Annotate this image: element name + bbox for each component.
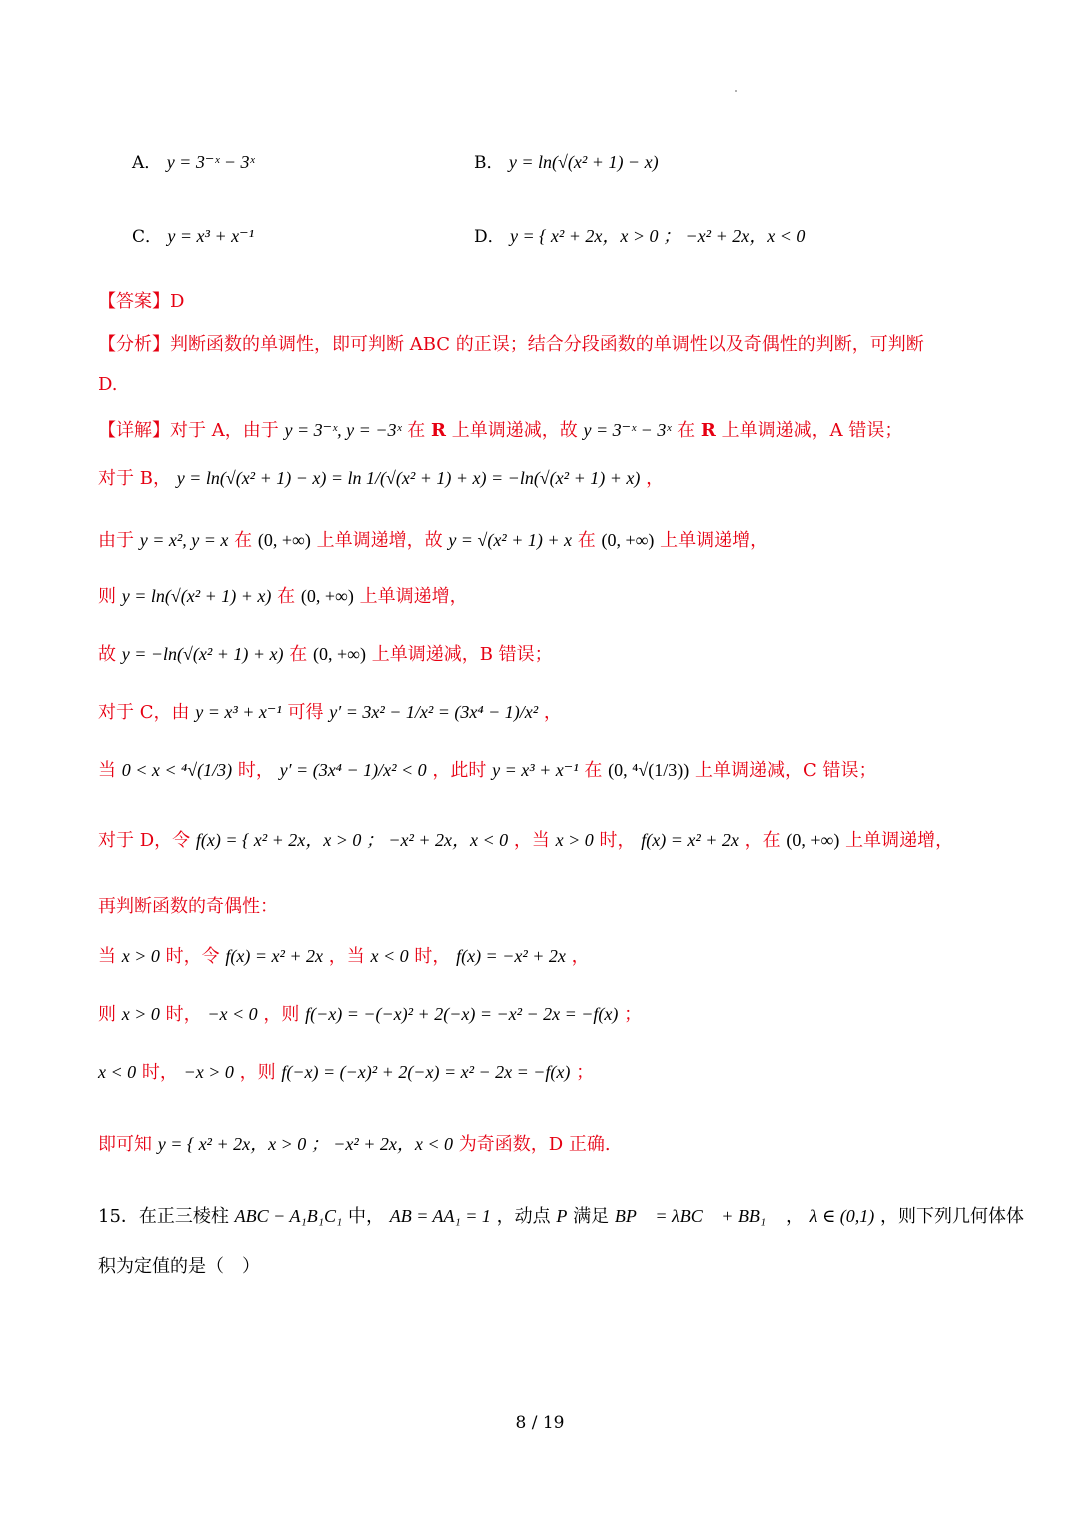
answer-tag: 【答案】 <box>98 291 170 312</box>
scan-dot <box>735 90 737 92</box>
detail-line-1: 【详解】对于 A，由于 y = 3⁻ˣ, y = −3ˣ 在 R 上单调递减，故 y = 3⁻ˣ − 3ˣ 在 R 上单调递减，A 错误； <box>98 420 903 441</box>
detail-tag: 【详解】 <box>98 420 170 441</box>
detail-line-13: 即可知 y = { x² + 2x，x > 0 ； −x² + 2x，x < 0 为奇函数，D 正确. <box>98 1134 611 1155</box>
option-a: A． y = 3⁻ˣ − 3ˣ <box>132 152 255 173</box>
option-d-formula: y = { x² + 2x，x > 0 ； −x² + 2x，x < 0 <box>510 226 806 246</box>
analysis-tag: 【分析】 <box>98 334 170 355</box>
answer-value: D <box>170 291 185 312</box>
page-number: 8 / 19 <box>515 1413 565 1433</box>
detail-line-11: 则 x > 0 时， −x < 0 ，则 f(−x) = −(−x)² + 2(−x) = −x² − 2x = −f(x) ； <box>98 1004 643 1025</box>
option-b: B． y = ln(√(x² + 1) − x) <box>474 152 659 173</box>
answer-line <box>98 287 184 313</box>
detail-line-12: x < 0 时， −x > 0 ，则 f(−x) = (−x)² + 2(−x) = x² − 2x = −f(x) ； <box>98 1062 595 1083</box>
detail-line-6: 对于 C，由 y = x³ + x⁻¹ 可得 y′ = 3x² − 1/x² = (3x⁴ − 1)/x² ， <box>98 702 562 723</box>
option-a-formula: y = 3⁻ˣ − 3ˣ <box>166 152 255 172</box>
analysis-line-2: D. <box>98 374 118 395</box>
option-b-formula: y = ln(√(x² + 1) − x) <box>508 152 659 172</box>
question-number: 15． <box>98 1206 139 1227</box>
question-15-line-1: 15．在正三棱柱 ABC − A₁B₁C₁ 中， AB = AA₁ = 1 ，动点 P 满足 BP⃗ = λBC⃗ + BB₁⃗ ， λ ∈ (0,1) ，则下列几何体体 <box>98 1206 1025 1227</box>
detail-line-7: 当 0 < x < ⁴√(1/3) 时， y′ = (3x⁴ − 1)/x² < 0 ，此时 y = x³ + x⁻¹ 在 (0, ⁴√(1/3)) 上单调递减，C 错误； <box>98 760 877 781</box>
question-15-line-2: 积为定值的是（ ） <box>98 1256 260 1277</box>
option-c-formula: y = x³ + x⁻¹ <box>167 226 254 246</box>
analysis-line-1: 【分析】判断函数的单调性，即可判断 ABC 的正误；结合分段函数的单调性以及奇偶性的判断，可判断 <box>98 334 924 355</box>
option-d: D． y = { x² + 2x，x > 0 ； −x² + 2x，x < 0 <box>474 226 806 247</box>
detail-line-4: 则 y = ln(√(x² + 1) + x) 在 (0, +∞) 上单调递增， <box>98 586 468 607</box>
detail-line-9: 再判断函数的奇偶性： <box>98 896 278 917</box>
detail-line-2: 对于 B， y = ln(√(x² + 1) − x) = ln 1/(√(x² + 1) + x) = −ln(√(x² + 1) + x) ， <box>98 468 665 489</box>
detail-line-3: 由于 y = x², y = x 在 (0, +∞) 上单调递增，故 y = √(x² + 1) + x 在 (0, +∞) 上单调递增， <box>98 530 769 551</box>
detail-line-5: 故 y = −ln(√(x² + 1) + x) 在 (0, +∞) 上单调递减，B 错误； <box>98 644 553 665</box>
option-c: C． y = x³ + x⁻¹ <box>132 226 254 247</box>
detail-line-10: 当 x > 0 时，令 f(x) = x² + 2x ，当 x < 0 时， f(x) = −x² + 2x ， <box>98 946 590 967</box>
detail-line-8: 对于 D，令 f(x) = { x² + 2x，x > 0 ； −x² + 2x，x < 0 ，当 x > 0 时， f(x) = x² + 2x ，在 (0, +∞) 上单调递增， <box>98 830 954 851</box>
